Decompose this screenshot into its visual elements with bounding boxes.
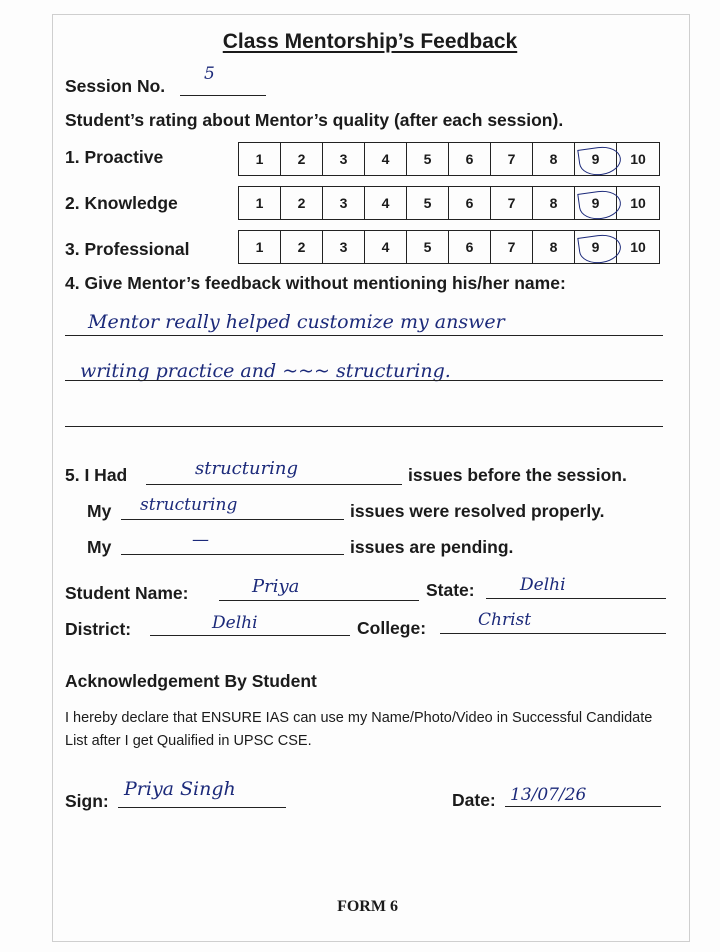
- rating-cell-4[interactable]: 4: [365, 143, 407, 175]
- college-line: [440, 633, 666, 634]
- rating-cell-10[interactable]: 10: [630, 195, 646, 211]
- rating-cell-7[interactable]: 7: [491, 187, 533, 219]
- session-line: [180, 95, 266, 96]
- rating-label-professional: 3. Professional: [65, 239, 190, 259]
- rating-cell-9[interactable]: 9: [575, 143, 617, 175]
- issues-had-prefix: 5. I Had: [65, 465, 128, 485]
- rating-cell-9[interactable]: 9: [575, 187, 617, 219]
- form-title: [0, 30, 720, 54]
- rating-grid-knowledge: [238, 186, 660, 220]
- issues-had-value[interactable]: structuring: [195, 458, 299, 479]
- rating-cell-1[interactable]: 1: [239, 187, 281, 219]
- state-label: State:: [426, 580, 475, 600]
- rating-cell-8[interactable]: 8: [533, 187, 575, 219]
- acknowledgement-text: I hereby declare that ENSURE IAS can use my Name/Photo/Video in Successful Candidate List after I get Qualified in UPSC CSE.: [65, 710, 653, 749]
- form-title-text: Class Mentorship’s Feedback: [222, 30, 518, 53]
- rating-cell-6[interactable]: 6: [449, 231, 491, 263]
- district-value[interactable]: Delhi: [212, 613, 258, 633]
- student-name-label: Student Name:: [65, 583, 189, 603]
- rating-grid-proactive: [238, 142, 660, 176]
- date-value[interactable]: 13/07/26: [510, 785, 587, 805]
- form-number: FORM 6: [337, 898, 398, 915]
- issues-pending-value[interactable]: —: [192, 530, 209, 550]
- rating-cell-2[interactable]: 2: [281, 231, 323, 263]
- district-label: District:: [65, 619, 132, 639]
- issues-had-suffix: issues before the session.: [408, 465, 627, 485]
- college-label: College:: [357, 618, 427, 638]
- rating-cell-6[interactable]: 6: [449, 143, 491, 175]
- issues-resolved-suffix: issues were resolved properly.: [350, 501, 605, 521]
- rating-cell-2[interactable]: 2: [281, 143, 323, 175]
- rating-cell-5[interactable]: 5: [407, 143, 449, 175]
- issues-pending-line: [121, 554, 344, 555]
- session-value[interactable]: 5: [204, 64, 215, 84]
- acknowledgement-heading: Acknowledgement By Student: [65, 671, 317, 691]
- student-name-line: [219, 600, 419, 601]
- feedback-rule-3: [65, 426, 663, 427]
- rating-cell-5[interactable]: 5: [407, 187, 449, 219]
- rating-cell-5[interactable]: 5: [407, 231, 449, 263]
- rating-label-proactive: 1. Proactive: [65, 147, 164, 167]
- issues-resolved-value[interactable]: structuring: [140, 495, 238, 515]
- sign-label: Sign:: [65, 791, 109, 811]
- rating-cell-4[interactable]: 4: [365, 231, 407, 263]
- rating-cell-3[interactable]: 3: [323, 187, 365, 219]
- session-label: Session No.: [65, 76, 166, 96]
- student-name-value[interactable]: Priya: [252, 576, 300, 597]
- date-line: [505, 806, 661, 807]
- rating-heading: Student’s rating about Mentor’s quality (after each session).: [65, 110, 564, 130]
- rating-cell-2[interactable]: 2: [281, 187, 323, 219]
- sign-line: [118, 807, 286, 808]
- state-line: [486, 598, 666, 599]
- rating-cell-7[interactable]: 7: [491, 143, 533, 175]
- feedback-label: 4. Give Mentor’s feedback without mentioning his/her name:: [65, 273, 566, 293]
- issues-pending-suffix: issues are pending.: [350, 537, 514, 557]
- rating-cell-3[interactable]: 3: [323, 143, 365, 175]
- rating-cell-4[interactable]: 4: [365, 187, 407, 219]
- signature[interactable]: Priya Singh: [124, 778, 236, 800]
- rating-cell-7[interactable]: 7: [491, 231, 533, 263]
- rating-cell-3[interactable]: 3: [323, 231, 365, 263]
- feedback-line-1[interactable]: Mentor really helped customize my answer: [88, 311, 505, 333]
- district-line: [150, 635, 350, 636]
- issues-resolved-line: [121, 519, 344, 520]
- rating-cell-8[interactable]: 8: [533, 231, 575, 263]
- feedback-line-2[interactable]: writing practice and ~~~ structuring.: [80, 360, 451, 382]
- rating-cell-1[interactable]: 1: [239, 231, 281, 263]
- date-label: Date:: [452, 790, 496, 810]
- rating-grid-professional: [238, 230, 660, 264]
- rating-cell-8[interactable]: 8: [533, 143, 575, 175]
- feedback-rule-2: [65, 380, 663, 381]
- rating-cell-10[interactable]: 10: [630, 239, 646, 255]
- rating-cell-6[interactable]: 6: [449, 187, 491, 219]
- state-value[interactable]: Delhi: [520, 575, 566, 595]
- rating-cell-9[interactable]: 9: [575, 231, 617, 263]
- rating-cell-1[interactable]: 1: [239, 143, 281, 175]
- feedback-rule-1: [65, 335, 663, 336]
- issues-resolved-prefix: My: [87, 501, 112, 521]
- rating-cell-10[interactable]: 10: [630, 151, 646, 167]
- rating-label-knowledge: 2. Knowledge: [65, 193, 178, 213]
- issues-pending-prefix: My: [87, 537, 112, 557]
- college-value[interactable]: Christ: [478, 610, 532, 630]
- issues-had-line: [146, 484, 402, 485]
